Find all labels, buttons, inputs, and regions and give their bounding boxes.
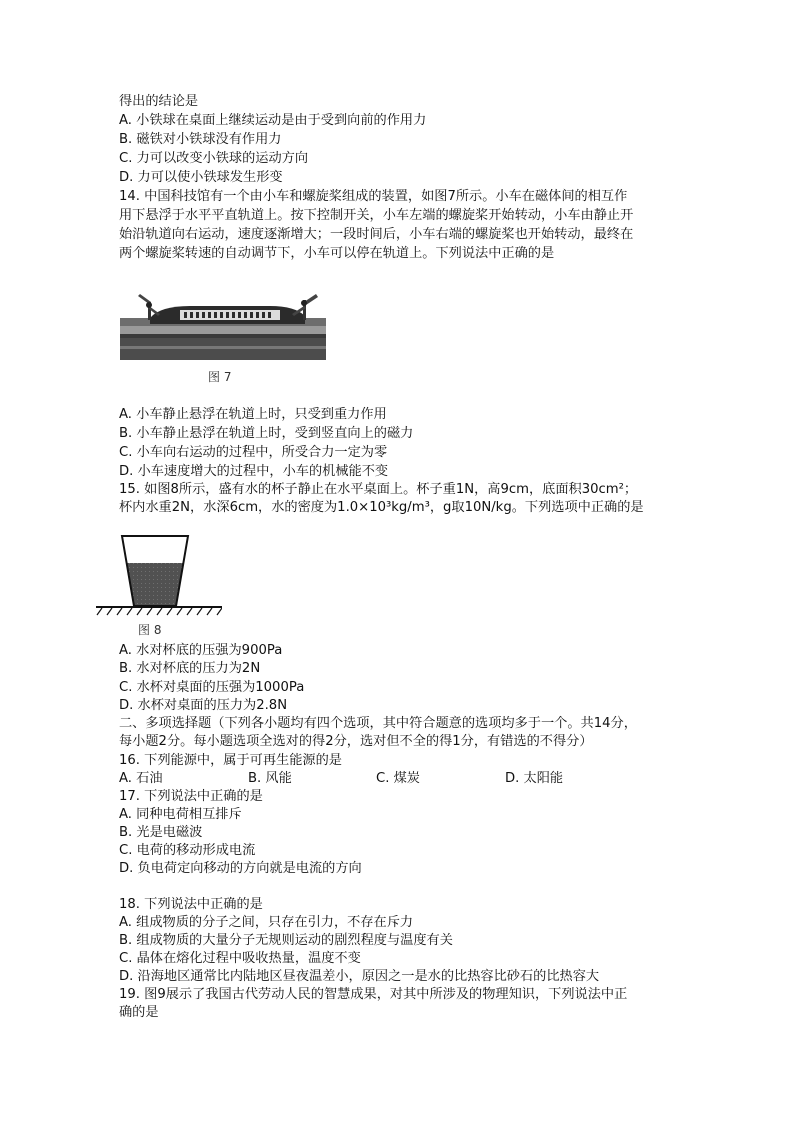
q13-option-b: B. 磁铁对小铁球没有作用力	[119, 132, 282, 147]
q15-line-1: 15. 如图8所示，盛有水的杯子静止在水平桌面上。杯子重1N，高9cm，底面积30cm²；	[119, 482, 638, 497]
q17-option-d: D. 负电荷定向移动的方向就是电流的方向	[119, 861, 362, 876]
q14-line-4: 两个螺旋桨转速的自动调节下，小车可以停在轨道上。下列说法中正确的是	[119, 246, 555, 261]
q14-option-d: D. 小车速度增大的过程中，小车的机械能不变	[119, 464, 389, 479]
figure-8-water-cup	[96, 534, 222, 616]
q16-stem: 16. 下列能源中，属于可再生能源的是	[119, 753, 342, 768]
q18-option-c: C. 晶体在熔化过程中吸收热量，温度不变	[119, 951, 361, 966]
q14-option-a: A. 小车静止悬浮在轨道上时，只受到重力作用	[119, 407, 387, 422]
q18-stem: 18. 下列说法中正确的是	[119, 897, 263, 912]
q14-option-b: B. 小车静止悬浮在轨道上时，受到竖直向上的磁力	[119, 426, 414, 441]
q17-option-c: C. 电荷的移动形成电流	[119, 843, 256, 858]
section-2-instructions-line-1: 二、多项选择题（下列各小题均有四个选项，其中符合题意的选项均多于一个。共14分，	[119, 716, 637, 731]
q17-option-b: B. 光是电磁波	[119, 825, 203, 840]
figure-7-caption: 图 7	[208, 370, 232, 384]
q15-option-c: C. 水杯对桌面的压强为1000Pa	[119, 680, 305, 695]
q19-line-1: 19. 图9展示了我国古代劳动人民的智慧成果，对其中所涉及的物理知识，下列说法中正	[119, 987, 628, 1002]
q14-option-c: C. 小车向右运动的过程中，所受合力一定为零	[119, 445, 388, 460]
q16-option-a: A. 石油	[119, 771, 163, 786]
q13-option-c: C. 力可以改变小铁球的运动方向	[119, 151, 309, 166]
figure-7-maglev-car	[120, 288, 326, 360]
q18-option-a: A. 组成物质的分子之间，只存在引力，不存在斥力	[119, 915, 414, 930]
q19-line-2: 确的是	[119, 1005, 159, 1020]
q14-line-1: 14. 中国科技馆有一个由小车和螺旋桨组成的装置，如图7所示。小车在磁体间的相互作	[119, 189, 628, 204]
q13-option-d: D. 力可以使小铁球发生形变	[119, 170, 283, 185]
q16-option-b: B. 风能	[248, 771, 292, 786]
q15-option-d: D. 水杯对桌面的压力为2.8N	[119, 698, 288, 713]
q15-line-2: 杯内水重2N，水深6cm，水的密度为1.0×10³kg/m³，g取10N/kg。下列选项中正确的是	[119, 500, 644, 515]
q14-line-2: 用下悬浮于水平平直轨道上。按下控制开关，小车左端的螺旋桨开始转动，小车由静止开	[119, 208, 634, 223]
q16-option-d: D. 太阳能	[505, 771, 564, 786]
q14-line-3: 始沿轨道向右运动，速度逐渐增大；一段时间后，小车右端的螺旋桨也开始转动，最终在	[119, 227, 634, 242]
figure-8-caption: 图 8	[138, 623, 162, 637]
q16-option-c: C. 煤炭	[376, 771, 420, 786]
q18-option-d: D. 沿海地区通常比内陆地区昼夜温差小，原因之一是水的比热容比砂石的比热容大	[119, 969, 600, 984]
q17-option-a: A. 同种电荷相互排斥	[119, 807, 242, 822]
section-2-instructions-line-2: 每小题2分。每小题选项全选对的得2分，选对但不全的得1分，有错选的不得分）	[119, 734, 593, 749]
q13-option-a: A. 小铁球在桌面上继续运动是由于受到向前的作用力	[119, 113, 427, 128]
q13-stem-end: 得出的结论是	[119, 94, 199, 109]
q17-stem: 17. 下列说法中正确的是	[119, 789, 263, 804]
q15-option-a: A. 水对杯底的压强为900Pa	[119, 643, 283, 658]
q15-option-b: B. 水对杯底的压力为2N	[119, 661, 261, 676]
q18-option-b: B. 组成物质的大量分子无规则运动的剧烈程度与温度有关	[119, 933, 453, 948]
